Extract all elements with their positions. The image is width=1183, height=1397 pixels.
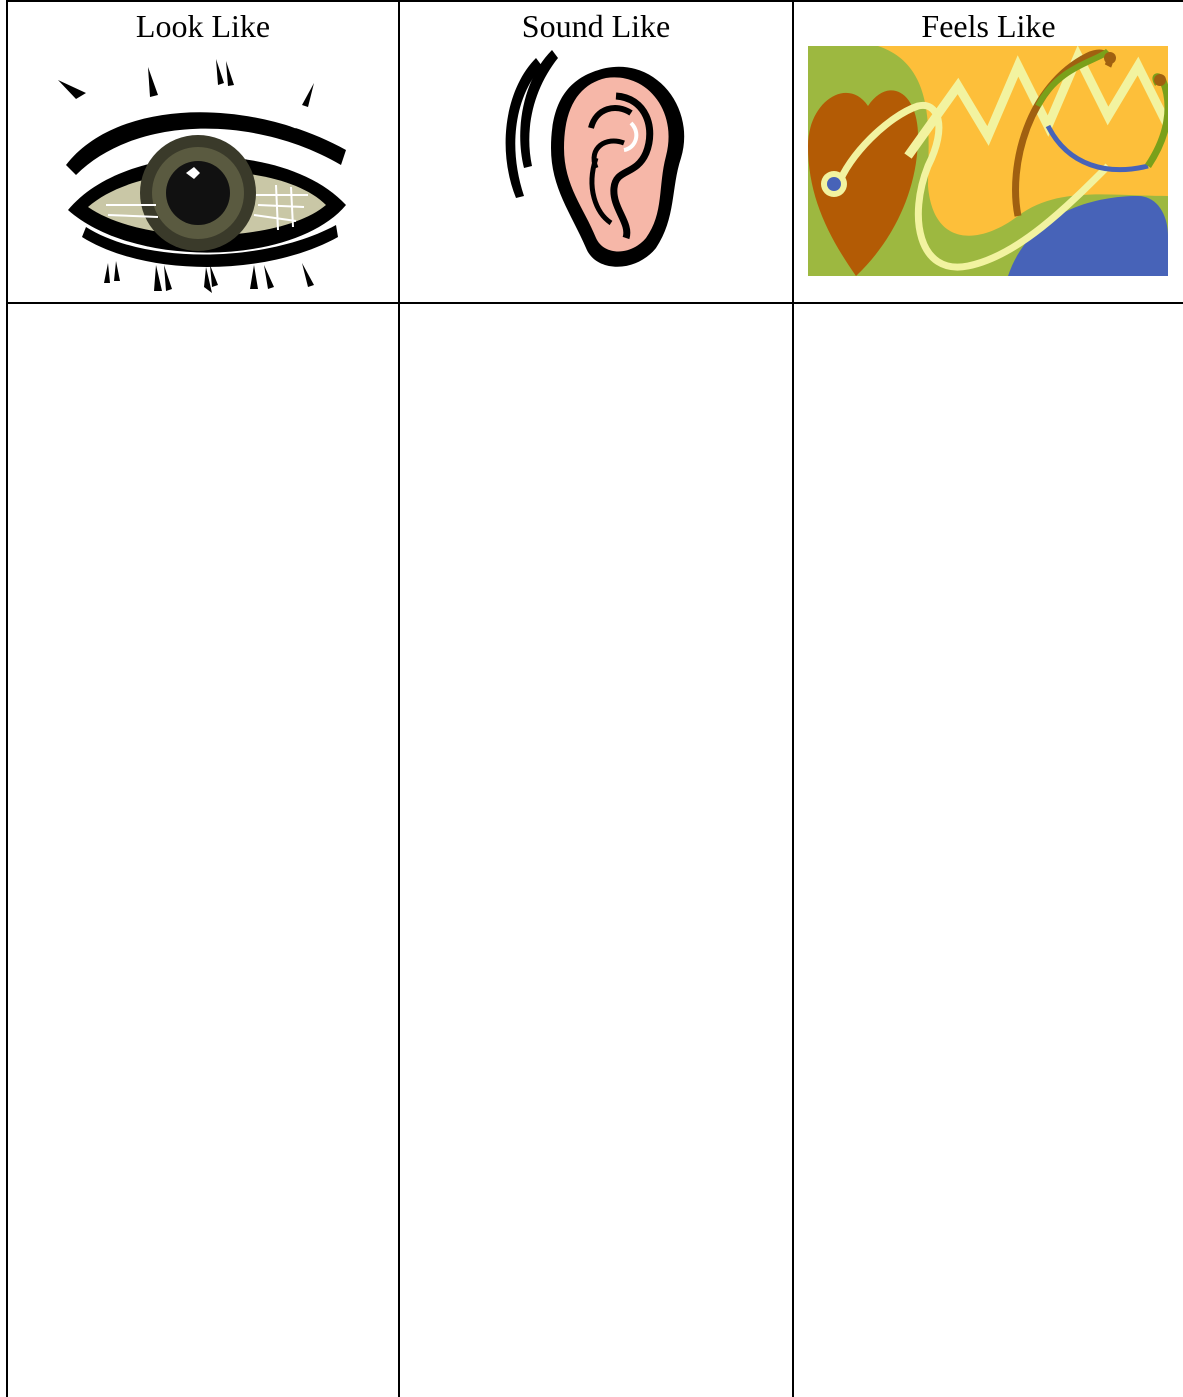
- looks-sounds-feels-chart: [6, 0, 1183, 1397]
- feels-like-response-cell[interactable]: [794, 304, 1183, 1397]
- column-header-look-like: Look Like: [135, 8, 271, 44]
- sound-like-response-cell[interactable]: [400, 304, 792, 1397]
- ear-icon: [496, 48, 696, 278]
- column-header-sound-like: Sound Like: [521, 8, 671, 44]
- table-border-top: [6, 0, 1183, 2]
- eye-icon: [46, 55, 356, 300]
- column-header-feels-like: Feels Like: [921, 8, 1056, 44]
- heart-stethoscope-icon: [808, 46, 1168, 276]
- look-like-response-cell[interactable]: [8, 304, 398, 1397]
